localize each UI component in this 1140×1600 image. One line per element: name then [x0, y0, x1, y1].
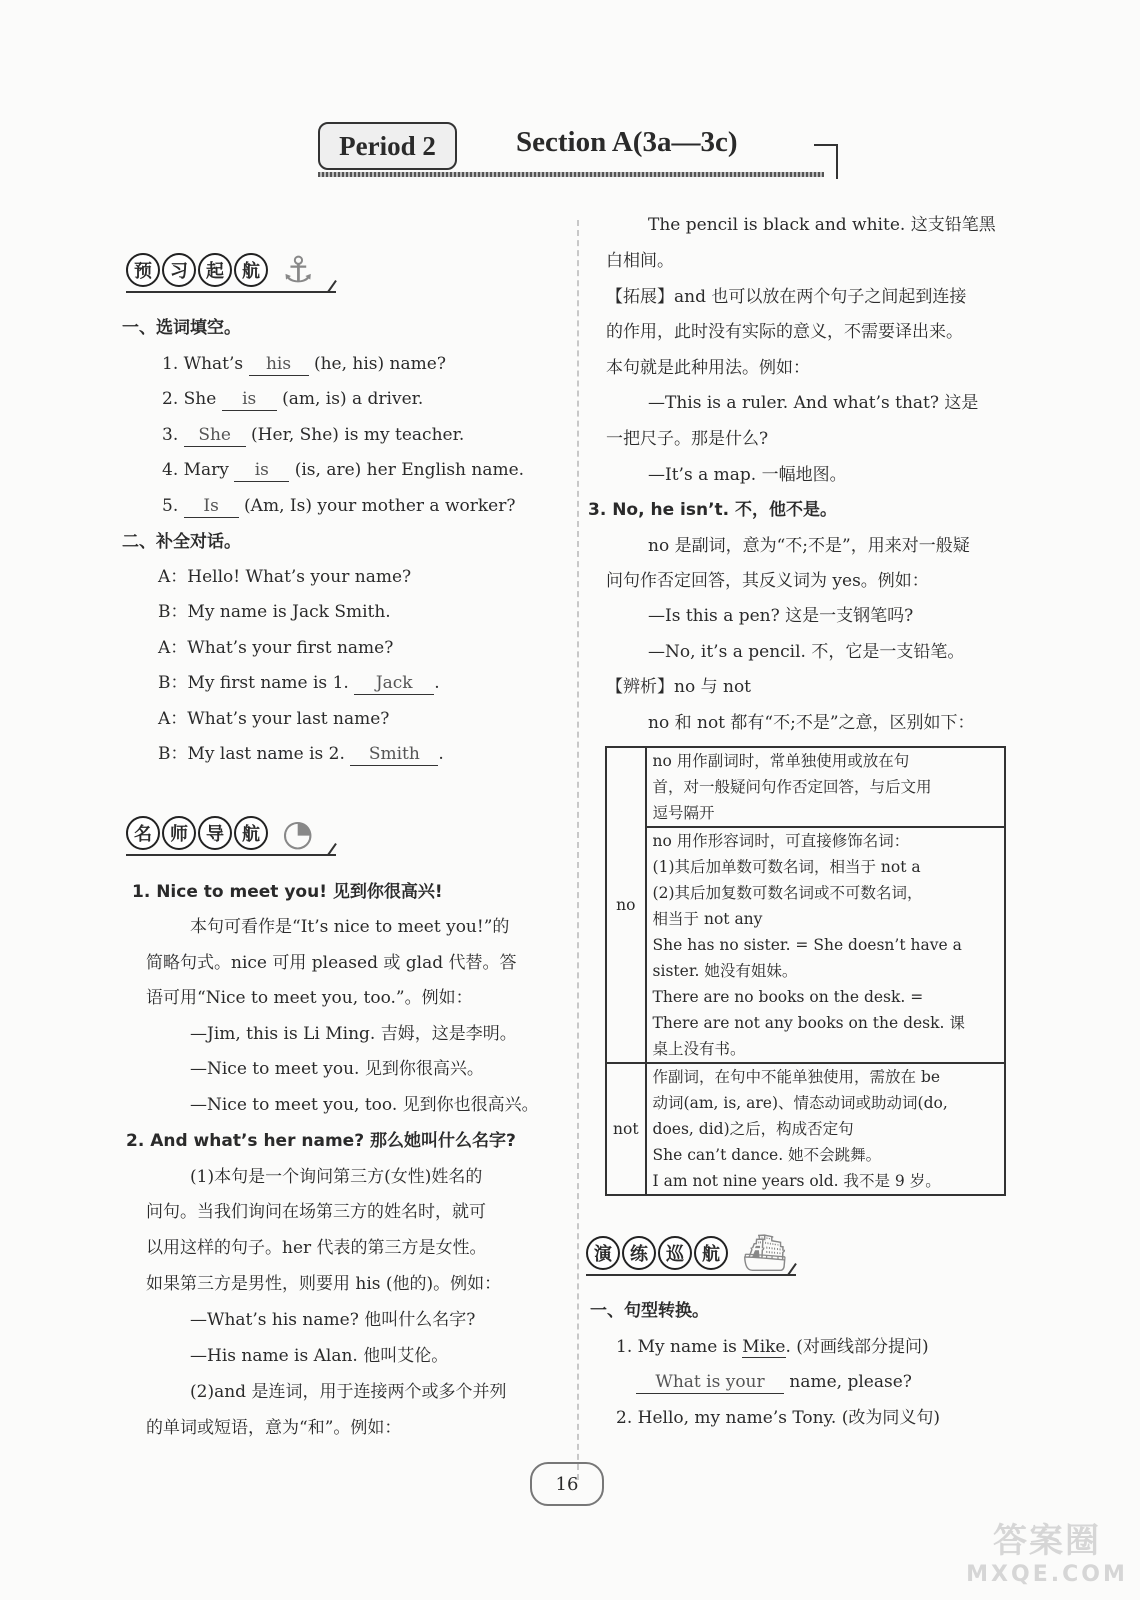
note-text: 以用这样的句子。her 代表的第三方是女性。 [146, 1238, 487, 1258]
answer-blank: is [234, 459, 289, 482]
table-cell: no 用作形容词时，可直接修饰名词： (1)其后加单数可数名词，相当于 not a (2)其后加复数可数名词或不可数名词， 相当于 not any She has no sister. = She doesn’t have a sister. 她没有姐妹。 There are no books on the desk. = There are not any books on the desk. 课 桌上没有书。 [646, 827, 1005, 1063]
q1-item: 2. She is (am, is) a driver. [162, 389, 424, 409]
no-not-comparison-table [605, 746, 1006, 1196]
example-line: —It’s a map. 一幅地图。 [648, 465, 847, 485]
example-line: —What’s his name? 他叫什么名字? [190, 1310, 476, 1330]
badge-practice [586, 1228, 788, 1278]
extension-note: 【拓展】and 也可以放在两个句子之间起到连接 [606, 287, 967, 307]
badge-char: 习 [162, 253, 196, 287]
period-label: Period 2 [318, 122, 457, 170]
anchor-icon: ⚓ [282, 249, 315, 291]
answer-blank: his [249, 353, 309, 376]
note-text: no 和 not 都有“不;不是”之意，区别如下： [648, 713, 975, 733]
header-rule [318, 172, 824, 177]
example-line: —Is this a pen? 这是一支钢笔吗? [648, 606, 914, 626]
q2-heading: 二、补全对话。 [122, 532, 241, 552]
table-cell: 作副词，在句中不能单独使用，需放在 be 动词(am, is, are)、情态动词或助动词(do, does, did)之后，构成否定句 She can’t dance. 她不会跳舞。 I am not nine years old. 我不是 9 岁。 [646, 1063, 1005, 1195]
answer-blank: is [222, 388, 277, 411]
example-line: —Nice to meet you, too. 见到你也很高兴。 [190, 1095, 539, 1115]
note-text: 简略句式。nice 可用 pleased 或 glad 代替。答 [146, 953, 517, 973]
answer-blank: Is [184, 495, 239, 518]
page-header [318, 122, 838, 176]
dialog-line: B：My name is Jack Smith. [158, 602, 391, 622]
table-key-not: not [606, 1063, 646, 1195]
answer-blank: She [184, 424, 246, 447]
practice-heading: 一、句型转换。 [590, 1301, 709, 1321]
note-text: no 是副词，意为“不;不是”，用来对一般疑 [648, 536, 970, 556]
watermark: 答案圈 MXQE.COM [966, 1521, 1128, 1587]
example-line: The pencil is black and white. 这支铅笔黑 [648, 215, 996, 235]
dialog-line: A：What’s your first name? [158, 638, 394, 658]
badge-char: 名 [126, 816, 160, 850]
badge-char: 航 [694, 1236, 728, 1270]
example-line: —His name is Alan. 他叫艾伦。 [190, 1346, 449, 1366]
practice-item: 1. My name is Mike. (对画线部分提问) [616, 1337, 929, 1357]
dialog-line: A：What’s your last name? [158, 709, 390, 729]
note-text: 的作用，此时没有实际的意义，不需要译出来。 [606, 322, 963, 342]
badge-char: 航 [234, 253, 268, 287]
note-text: 问句。当我们询问在场第三方的姓名时，就可 [146, 1202, 486, 1222]
note-text: 的单词或短语，意为“和”。例如： [146, 1418, 402, 1438]
note-heading: 2. And what’s her name? 那么她叫什么名字? [126, 1131, 516, 1151]
example-line: —Nice to meet you. 见到你很高兴。 [190, 1059, 484, 1079]
answer-blank: What is your [636, 1371, 784, 1394]
example-line: —This is a ruler. And what’s that? 这是 [648, 393, 979, 413]
page-number: 16 [530, 1462, 604, 1506]
example-line: 白相间。 [606, 251, 674, 271]
dialog-line: B：My last name is 2. Smith . [158, 744, 444, 764]
note-text: 语可用“Nice to meet you, too.”。例如： [146, 988, 473, 1008]
badge-char: 练 [622, 1236, 656, 1270]
column-divider [577, 220, 579, 1480]
badge-char: 预 [126, 253, 160, 287]
badge-char: 导 [198, 816, 232, 850]
answer-blank: Jack [354, 672, 434, 695]
badge-underline [126, 854, 336, 856]
badge-underline [586, 1274, 796, 1276]
dialog-line: B：My first name is 1. Jack . [158, 673, 440, 693]
compass-icon: ◔ [282, 812, 314, 854]
badge-guide [126, 808, 313, 858]
badge-char: 航 [234, 816, 268, 850]
practice-answer: What is your name, please? [636, 1371, 912, 1394]
ship-icon: ⛴ [742, 1233, 788, 1274]
note-text: 本句就是此种用法。例如： [606, 358, 810, 378]
badge-char: 起 [198, 253, 232, 287]
note-heading: 3. No, he isn’t. 不，他不是。 [588, 500, 838, 520]
table-key-no: no [606, 747, 646, 1063]
badge-preview [126, 245, 314, 295]
q1-heading: 一、选词填空。 [122, 318, 241, 338]
section-title: Section A(3a—3c) [516, 126, 738, 158]
underlined-word: Mike [742, 1337, 786, 1357]
badge-char: 演 [586, 1236, 620, 1270]
note-text: (2)and 是连词，用于连接两个或多个并列 [190, 1382, 507, 1402]
badge-char: 巡 [658, 1236, 692, 1270]
example-line: —Jim, this is Li Ming. 吉姆，这是李明。 [190, 1024, 517, 1044]
note-text: 本句可看作是“It’s nice to meet you!”的 [190, 917, 510, 937]
header-hook [814, 144, 838, 179]
answer-blank: Smith [350, 743, 438, 766]
note-text: (1)本句是一个询问第三方(女性)姓名的 [190, 1167, 483, 1187]
table-cell: no 用作副词时，常单独使用或放在句 首，对一般疑问句作否定回答，与后文用 逗号隔开 [646, 747, 1005, 827]
note-heading: 1. Nice to meet you! 见到你很高兴! [132, 882, 443, 902]
dialog-line: A：Hello! What’s your name? [158, 567, 412, 587]
q1-item: 3. She (Her, She) is my teacher. [162, 425, 465, 445]
q1-item: 1. What’s his (he, his) name? [162, 354, 446, 374]
badge-char: 师 [162, 816, 196, 850]
badge-underline [126, 291, 336, 293]
q1-item: 5. Is (Am, Is) your mother a worker? [162, 496, 516, 516]
example-line: 一把尺子。那是什么? [606, 429, 769, 449]
note-text: 问句作否定回答，其反义词为 yes。例如： [606, 571, 929, 591]
practice-item: 2. Hello, my name’s Tony. (改为同义句) [616, 1408, 940, 1428]
comparison-heading: 【辨析】no 与 not [606, 677, 752, 697]
q1-item: 4. Mary is (is, are) her English name. [162, 460, 525, 480]
note-text: 如果第三方是男性，则要用 his (他的)。例如： [146, 1274, 502, 1294]
example-line: —No, it’s a pencil. 不，它是一支铅笔。 [648, 642, 965, 662]
